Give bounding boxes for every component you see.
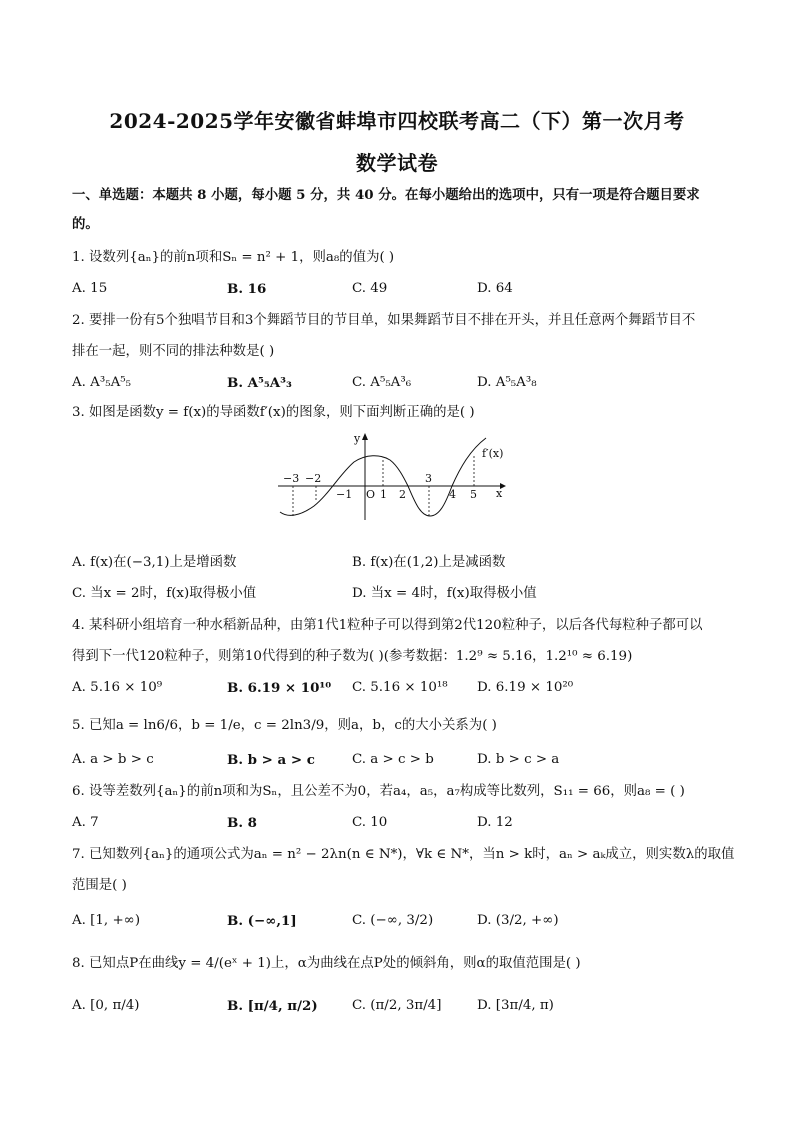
option-d: D. [3π/4, π) (477, 998, 554, 1013)
tick-label: −3 (283, 472, 300, 485)
option-b: B. [π/4, π/2) (227, 998, 318, 1014)
option-b: B. 16 (227, 281, 267, 297)
option-c: C. 当x = 2时，f(x)取得极小值 (72, 586, 257, 601)
exam-title: 2024-2025学年安徽省蚌埠市四校联考高二（下）第一次月考 (109, 109, 685, 133)
option-d: D. (3/2, +∞) (477, 913, 559, 928)
tick-label: 5 (470, 488, 477, 501)
option-a: A. 15 (72, 281, 108, 296)
option-b: B. A⁵₅A³₃ (227, 375, 292, 391)
question-3-options-row2 (72, 585, 732, 603)
question-7: 7. 已知数列{aₙ}的通项公式为aₙ = n² − 2λn(n ∈ N*)，∀k ∈ N*，当n > k时，aₙ > aₖ成立，则实数λ的取值 (72, 847, 735, 862)
y-axis-label: y (354, 432, 361, 445)
tick-label: 2 (399, 488, 406, 501)
question-2-cont: 排在一起，则不同的排法种数是( ) (72, 344, 275, 359)
option-d: D. 12 (477, 815, 513, 830)
question-7-options (72, 912, 732, 930)
question-5-options (72, 751, 732, 769)
option-a: A. [1, +∞) (72, 913, 141, 928)
option-b: B. 8 (227, 815, 257, 831)
tick-label: 4 (449, 488, 456, 501)
question-8: 8. 已知点P在曲线y = 4/(eˣ + 1)上，α为曲线在点P处的倾斜角，则α的取值范围是( ) (72, 956, 581, 971)
question-4-options (72, 679, 732, 697)
y-axis-arrow (362, 433, 368, 440)
question-4-cont: 得到下一代120粒种子，则第10代得到的种子数为( )(参考数据：1.2⁹ ≈ 5.16，1.2¹⁰ ≈ 6.19) (72, 649, 633, 664)
option-b: B. f(x)在(1,2)上是减函数 (352, 555, 506, 570)
question-1-options (72, 280, 732, 298)
option-a: A. f(x)在(−3,1)上是增函数 (72, 555, 237, 570)
option-d: D. 当x = 4时，f(x)取得极小值 (352, 586, 537, 601)
tick-label: 1 (380, 488, 387, 501)
exam-subtitle: 数学试卷 (356, 151, 438, 175)
question-8-options (72, 997, 732, 1015)
option-b: B. 6.19 × 10¹⁰ (227, 680, 332, 696)
option-c: C. A⁵₅A³₆ (352, 375, 412, 390)
option-b: B. (−∞,1] (227, 913, 297, 929)
curve-label: f′(x) (482, 447, 504, 460)
question-3: 3. 如图是函数y = f(x)的导函数f′(x)的图象，则下面判断正确的是( ) (72, 405, 475, 420)
question-7-cont: 范围是( ) (72, 878, 127, 893)
option-c: C. (π/2, 3π/4] (352, 998, 442, 1013)
option-d: D. 6.19 × 10²⁰ (477, 680, 574, 695)
option-b: B. b > a > c (227, 752, 315, 768)
option-d: D. A⁵₅A³₈ (477, 375, 537, 390)
option-a: A. [0, π/4) (72, 998, 140, 1013)
option-c: C. a > c > b (352, 752, 434, 767)
option-d: D. b > c > a (477, 752, 560, 767)
option-c: C. 10 (352, 815, 388, 830)
tick-label: 3 (425, 472, 432, 485)
question-5: 5. 已知a = ln6/6，b = 1/e，c = 2ln3/9，则a，b，c的大小关系为( ) (72, 718, 497, 733)
option-c: C. 5.16 × 10¹⁸ (352, 680, 448, 695)
tick-label: −2 (305, 472, 322, 485)
option-a: A. a > b > c (72, 752, 154, 767)
option-a: A. 7 (72, 815, 99, 830)
x-axis-label: x (496, 487, 503, 500)
question-6-options (72, 814, 732, 832)
option-c: C. (−∞, 3/2) (352, 913, 434, 928)
question-2: 2. 要排一份有5个独唱节目和3个舞蹈节目的节目单，如果舞蹈节目不排在开头，并且任意两个舞蹈节目不 (72, 313, 696, 328)
question-3-options-row1 (72, 554, 732, 572)
derivative-graph (274, 424, 524, 524)
question-1: 1. 设数列{aₙ}的前n项和Sₙ = n² + 1，则a₈的值为( ) (72, 250, 395, 265)
option-d: D. 64 (477, 281, 513, 296)
section-instructions-cont: 的。 (72, 216, 99, 232)
origin-label: O (366, 488, 376, 501)
tick-label: −1 (336, 488, 353, 501)
option-a: A. A³₅A⁵₅ (72, 375, 131, 390)
option-c: C. 49 (352, 281, 388, 296)
question-6: 6. 设等差数列{aₙ}的前n项和为Sₙ，且公差不为0，若a₄，a₅，a₇构成等比数列，S₁₁ = 66，则a₈ = ( ) (72, 784, 685, 799)
option-a: A. 5.16 × 10⁹ (72, 680, 163, 695)
question-2-options (72, 374, 732, 392)
section-instructions: 一、单选题：本题共 8 小题，每小题 5 分，共 40 分。在每小题给出的选项中，只有一项是符合题目要求 (72, 187, 700, 203)
question-4: 4. 某科研小组培育一种水稻新品种，由第1代1粒种子可以得到第2代120粒种子，以后各代每粒种子都可以 (72, 618, 703, 633)
